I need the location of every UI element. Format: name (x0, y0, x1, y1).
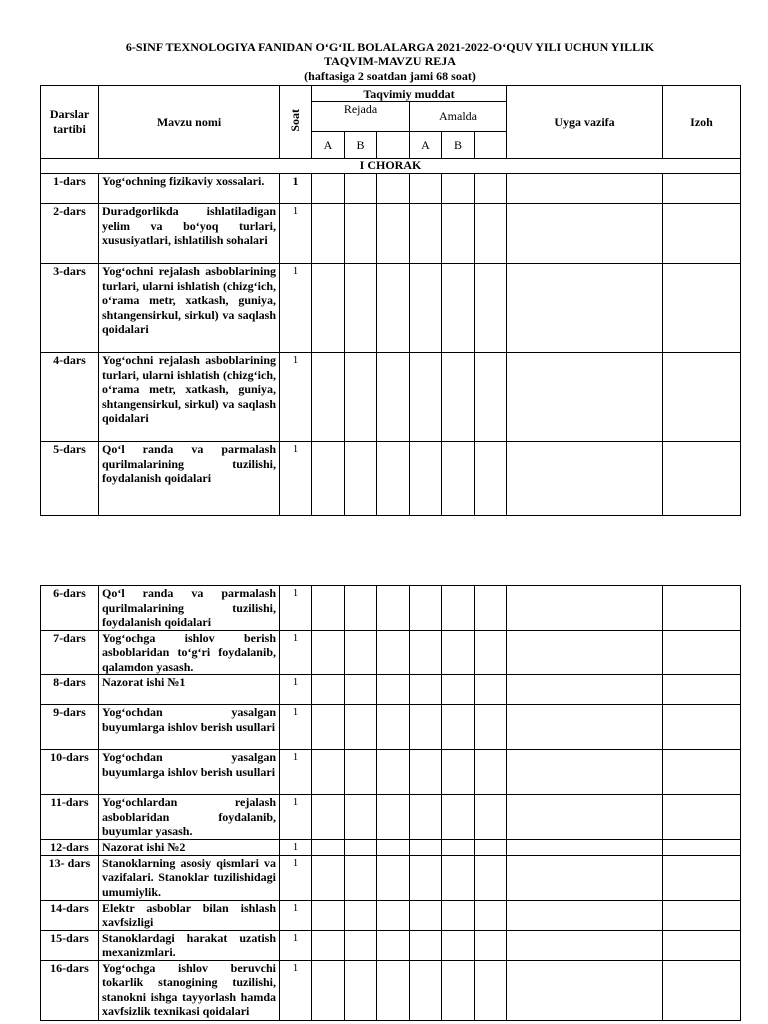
lesson-topic: Yog‘ochning fizikaviy xossalari. (99, 174, 280, 204)
date-cell (475, 750, 507, 795)
lesson-hours: 1 (280, 750, 312, 795)
lesson-number: 9-dars (41, 705, 99, 750)
date-cell (442, 795, 475, 840)
lesson-topic: Qo‘l randa va parmalash qurilmalarining tuzilishi, foydalanish qoidalari (99, 586, 280, 631)
date-cell (475, 795, 507, 840)
date-cell (377, 586, 410, 631)
date-cell (442, 900, 475, 930)
lesson-hours: 1 (280, 705, 312, 750)
date-cell (442, 586, 475, 631)
note-cell (663, 900, 741, 930)
date-cell (312, 630, 345, 675)
date-cell (312, 675, 345, 705)
document-title-line3: (haftasiga 2 soatdan jami 68 soat) (304, 69, 476, 83)
date-cell (345, 795, 377, 840)
date-cell (475, 900, 507, 930)
homework-cell (507, 675, 663, 705)
lesson-hours: 1 (280, 586, 312, 631)
date-cell (345, 960, 377, 1020)
lesson-hours: 1 (280, 840, 312, 856)
date-cell (312, 442, 345, 516)
lesson-topic: Yog‘ochga ishlov berish asboblaridan to‘g‘ri foydalanib, qalamdon yasash. (99, 630, 280, 675)
lesson-number: 6-dars (41, 586, 99, 631)
lesson-topic: Qo‘l randa va parmalash qurilmalarining tuzilishi, foydalanish qoidalari (99, 442, 280, 516)
date-cell (475, 675, 507, 705)
lesson-number: 5-dars (41, 442, 99, 516)
date-cell (312, 960, 345, 1020)
lesson-topic: Stanoklardagi harakat uzatish mexanizmlari. (99, 930, 280, 960)
lesson-topic: Elektr asboblar bilan ishlash xavfsizligi (99, 900, 280, 930)
lesson-number: 11-dars (41, 795, 99, 840)
lesson-number: 10-dars (41, 750, 99, 795)
lesson-hours: 1 (280, 174, 312, 204)
date-cell (442, 855, 475, 900)
lesson-row (41, 675, 741, 705)
date-cell (377, 264, 410, 353)
lesson-row (41, 264, 741, 353)
lesson-hours: 1 (280, 264, 312, 353)
note-cell (663, 795, 741, 840)
date-cell (410, 204, 442, 264)
date-cell (345, 900, 377, 930)
date-cell (377, 353, 410, 442)
date-cell (345, 353, 377, 442)
lesson-hours: 1 (280, 630, 312, 675)
date-cell (475, 353, 507, 442)
date-cell (345, 630, 377, 675)
date-cell (377, 930, 410, 960)
date-cell (377, 840, 410, 856)
date-cell (410, 630, 442, 675)
header-rejada: Rejada (312, 102, 410, 132)
lesson-row (41, 750, 741, 795)
lesson-number: 12-dars (41, 840, 99, 856)
date-cell (345, 174, 377, 204)
lesson-row (41, 630, 741, 675)
header-izoh: Izoh (663, 86, 741, 159)
date-cell (377, 630, 410, 675)
lesson-number: 14-dars (41, 900, 99, 930)
date-cell (410, 353, 442, 442)
homework-cell (507, 264, 663, 353)
date-cell (442, 675, 475, 705)
date-cell (377, 174, 410, 204)
date-cell (410, 960, 442, 1020)
date-cell (442, 750, 475, 795)
date-cell (377, 675, 410, 705)
lesson-row (41, 855, 741, 900)
date-cell (475, 855, 507, 900)
lesson-topic: Yog‘ochlardan rejalash asboblaridan foydalanib, buyumlar yasash. (99, 795, 280, 840)
note-cell (663, 586, 741, 631)
note-cell (663, 675, 741, 705)
header-rejada-a: A (312, 132, 345, 159)
schedule-table-page2 (40, 585, 741, 1021)
date-cell (442, 840, 475, 856)
date-cell (345, 855, 377, 900)
lesson-topic: Nazorat ishi №2 (99, 840, 280, 856)
lesson-topic: Nazorat ishi №1 (99, 675, 280, 705)
date-cell (377, 705, 410, 750)
lesson-row (41, 705, 741, 750)
date-cell (475, 960, 507, 1020)
header-rejada-empty (377, 132, 410, 159)
lesson-hours: 1 (280, 353, 312, 442)
date-cell (442, 960, 475, 1020)
note-cell (663, 930, 741, 960)
section-chorak: I CHORAK (41, 159, 741, 174)
schedule-table-page1 (40, 85, 741, 516)
date-cell (442, 353, 475, 442)
note-cell (663, 174, 741, 204)
date-cell (345, 840, 377, 856)
date-cell (410, 750, 442, 795)
lesson-topic: Yog‘ochga ishlov beruvchi tokarlik stanogining tuzilishi, stanokni ishga tayyorlash hamda xavfsizlik texnikasi qoidalari (99, 960, 280, 1020)
lesson-number: 8-dars (41, 675, 99, 705)
date-cell (442, 174, 475, 204)
date-cell (475, 264, 507, 353)
homework-cell (507, 630, 663, 675)
date-cell (377, 750, 410, 795)
lesson-row (41, 930, 741, 960)
date-cell (410, 675, 442, 705)
homework-cell (507, 174, 663, 204)
lesson-number: 1-dars (41, 174, 99, 204)
header-amalda: Amalda (410, 102, 507, 132)
date-cell (442, 204, 475, 264)
lesson-number: 3-dars (41, 264, 99, 353)
date-cell (345, 442, 377, 516)
date-cell (475, 204, 507, 264)
lesson-row (41, 900, 741, 930)
date-cell (410, 174, 442, 204)
homework-cell (507, 750, 663, 795)
date-cell (410, 442, 442, 516)
header-mavzu: Mavzu nomi (99, 86, 280, 159)
homework-cell (507, 705, 663, 750)
date-cell (312, 900, 345, 930)
date-cell (312, 705, 345, 750)
date-cell (312, 795, 345, 840)
lesson-topic: Yog‘ochni rejalash asboblarining turlari, ularni ishlatish (chizg‘ich, o‘rama metr, xatkash, guniya, shtangensirkul, sirkul) va saqlash qoidalari (99, 353, 280, 442)
date-cell (312, 840, 345, 856)
lesson-number: 2-dars (41, 204, 99, 264)
lesson-hours: 1 (280, 930, 312, 960)
lesson-topic: Yog‘ochdan yasalgan buyumlarga ishlov berish usullari (99, 750, 280, 795)
note-cell (663, 442, 741, 516)
date-cell (410, 264, 442, 353)
homework-cell (507, 930, 663, 960)
date-cell (312, 855, 345, 900)
document-title-line1: 6-SINF TEXNOLOGIYA FANIDAN O‘G‘IL BOLALARGA 2021-2022-O‘QUV YILI UCHUN YILLIK (125, 40, 655, 54)
lesson-row (41, 586, 741, 631)
lesson-row (41, 960, 741, 1020)
lesson-hours: 1 (280, 442, 312, 516)
date-cell (442, 442, 475, 516)
header-taqvimiy: Taqvimiy muddat (312, 86, 507, 102)
date-cell (410, 840, 442, 856)
header-rejada-b: B (345, 132, 377, 159)
date-cell (475, 174, 507, 204)
lesson-number: 16-dars (41, 960, 99, 1020)
date-cell (410, 795, 442, 840)
lesson-hours: 1 (280, 204, 312, 264)
lesson-row (41, 174, 741, 204)
lesson-hours: 1 (280, 675, 312, 705)
header-darslar: Darslar tartibi (41, 86, 99, 159)
date-cell (410, 705, 442, 750)
homework-cell (507, 900, 663, 930)
date-cell (410, 900, 442, 930)
homework-cell (507, 855, 663, 900)
date-cell (312, 353, 345, 442)
date-cell (475, 930, 507, 960)
lesson-topic: Duradgorlikda ishlatiladigan yelim va bo‘yoq turlari, xususiyatlari, ishlatilish sohalari (99, 204, 280, 264)
date-cell (410, 586, 442, 631)
lesson-number: 7-dars (41, 630, 99, 675)
lesson-number: 15-dars (41, 930, 99, 960)
note-cell (663, 855, 741, 900)
note-cell (663, 264, 741, 353)
lesson-row (41, 442, 741, 516)
lesson-topic: Stanoklarning asosiy qismlari va vazifalari. Stanoklar tuzilishidagi umumiylik. (99, 855, 280, 900)
date-cell (475, 630, 507, 675)
homework-cell (507, 960, 663, 1020)
header-amalda-a: A (410, 132, 442, 159)
date-cell (312, 204, 345, 264)
date-cell (410, 930, 442, 960)
date-cell (312, 750, 345, 795)
date-cell (377, 900, 410, 930)
date-cell (475, 705, 507, 750)
header-soat-label: Soat (288, 108, 302, 132)
lesson-hours: 1 (280, 855, 312, 900)
date-cell (312, 586, 345, 631)
lesson-hours: 1 (280, 960, 312, 1020)
date-cell (377, 204, 410, 264)
note-cell (663, 840, 741, 856)
homework-cell (507, 353, 663, 442)
lesson-number: 13- dars (41, 855, 99, 900)
header-amalda-b: B (442, 132, 475, 159)
lesson-row (41, 204, 741, 264)
date-cell (377, 442, 410, 516)
note-cell (663, 353, 741, 442)
lesson-row (41, 353, 741, 442)
date-cell (410, 855, 442, 900)
note-cell (663, 204, 741, 264)
homework-cell (507, 586, 663, 631)
homework-cell (507, 795, 663, 840)
lesson-row (41, 795, 741, 840)
date-cell (442, 630, 475, 675)
date-cell (312, 174, 345, 204)
date-cell (345, 675, 377, 705)
homework-cell (507, 204, 663, 264)
homework-cell (507, 840, 663, 856)
date-cell (345, 930, 377, 960)
date-cell (442, 705, 475, 750)
lesson-hours: 1 (280, 900, 312, 930)
document-title-line2: TAQVIM-MAVZU REJA (324, 54, 456, 68)
date-cell (345, 264, 377, 353)
lesson-row (41, 840, 741, 856)
note-cell (663, 630, 741, 675)
note-cell (663, 750, 741, 795)
date-cell (345, 750, 377, 795)
header-uyga: Uyga vazifa (507, 86, 663, 159)
date-cell (345, 586, 377, 631)
date-cell (475, 840, 507, 856)
header-amalda-empty (475, 132, 507, 159)
date-cell (475, 442, 507, 516)
date-cell (442, 264, 475, 353)
date-cell (377, 795, 410, 840)
date-cell (475, 586, 507, 631)
date-cell (312, 930, 345, 960)
date-cell (442, 930, 475, 960)
header-soat (280, 86, 312, 159)
note-cell (663, 960, 741, 1020)
date-cell (377, 960, 410, 1020)
lesson-topic: Yog‘ochdan yasalgan buyumlarga ishlov berish usullari (99, 705, 280, 750)
note-cell (663, 705, 741, 750)
lesson-topic: Yog‘ochni rejalash asboblarining turlari, ularni ishlatish (chizg‘ich, o‘rama metr, xatkash, guniya, shtangensirkul, sirkul) va saqlash qoidalari (99, 264, 280, 353)
lesson-hours: 1 (280, 795, 312, 840)
homework-cell (507, 442, 663, 516)
date-cell (312, 264, 345, 353)
date-cell (345, 705, 377, 750)
date-cell (377, 855, 410, 900)
lesson-number: 4-dars (41, 353, 99, 442)
date-cell (345, 204, 377, 264)
